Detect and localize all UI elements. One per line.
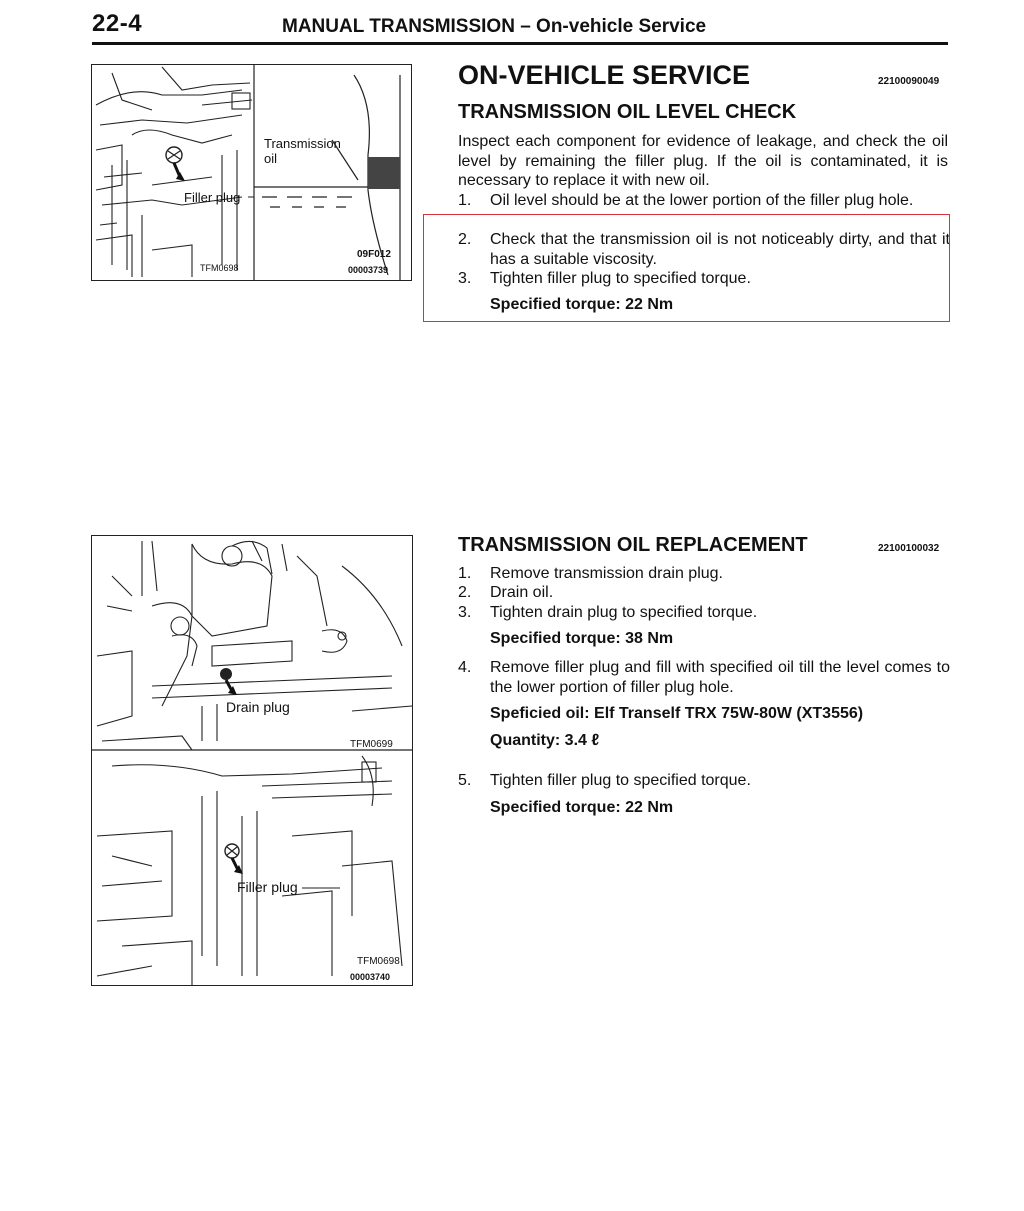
filler-torque-spec: Specified torque: 22 Nm: [490, 799, 674, 816]
step-number: 3.: [458, 604, 472, 621]
section-title: ON-VEHICLE SERVICE: [458, 60, 751, 90]
header-rule: [92, 42, 948, 45]
drain-torque-spec: Specified torque: 38 Nm: [490, 630, 674, 647]
step-number: 4.: [458, 659, 472, 676]
figure-id-code: 00003740: [350, 972, 391, 982]
filler-plug-icon: [225, 844, 243, 874]
oil-level-check-intro: Inspect each component for evidence of leakage, and check the oil level by remaining the filler plug. If the oil is contaminated, it is necessary to replace it with new oil.: [458, 133, 948, 189]
figure-id-code: 00003739: [348, 265, 389, 275]
step-number: 1.: [458, 192, 472, 209]
oil-level-check-title: TRANSMISSION OIL LEVEL CHECK: [458, 101, 797, 123]
transmission-sketch: [96, 67, 252, 277]
oil-replacement-step: [458, 771, 950, 791]
transmission-oil-label-line2: oil: [264, 151, 278, 166]
figure-code-left: TFM0698: [200, 263, 239, 273]
step-number: 3.: [458, 270, 472, 287]
page-number: 22-4: [92, 10, 143, 37]
oil-quantity: Quantity: 3.4 ℓ: [490, 732, 600, 749]
oil-replacement-step: [458, 658, 950, 697]
highlight-box: [423, 214, 950, 322]
step-number: 1.: [458, 565, 472, 582]
step-text: Drain oil.: [490, 584, 554, 601]
drain-area-sketch: [97, 541, 412, 750]
oil-spec: Speficied oil: Elf Tranself TRX 75W-80W (XT3556): [490, 705, 864, 722]
oil-replacement-title: TRANSMISSION OIL REPLACEMENT: [458, 534, 808, 556]
oil-level-step: [458, 191, 950, 211]
step-text: Remove transmission drain plug.: [490, 565, 723, 582]
filler-plug-label: Filler plug: [237, 879, 298, 895]
step-text: Tighten drain plug to specified torque.: [490, 604, 758, 621]
figure-code-right: 09F012: [357, 249, 391, 260]
figure-oil-replacement-illustration: [92, 536, 412, 985]
transmission-oil-label-line1: Transmission: [264, 136, 341, 151]
figure-oil-replacement: [91, 535, 413, 986]
step-text: Check that the transmission oil is not noticeably dirty, and that it has a suitable viscosity.: [490, 231, 950, 268]
figure-oil-level-illustration: [92, 65, 411, 280]
step-text: Remove filler plug and fill with specified oil till the level comes to the lower portion of filler plug hole.: [490, 659, 950, 696]
figure-oil-level-check: [91, 64, 412, 281]
filler-plug-icon: [166, 147, 185, 181]
oil-level-torque-spec: Specified torque: 22 Nm: [490, 296, 674, 313]
filler-plug-label: Filler plug: [184, 190, 241, 205]
section-code: 22100090049: [878, 76, 940, 87]
drain-figure-code: TFM0699: [350, 739, 393, 750]
drain-plug-icon: [220, 668, 237, 695]
oil-replacement-step: [458, 603, 950, 623]
step-text: Tighten filler plug to specified torque.: [490, 270, 751, 287]
step-number: 5.: [458, 772, 472, 789]
step-text: Oil level should be at the lower portion of the filler plug hole.: [490, 192, 914, 209]
filler-figure-code: TFM0698: [357, 956, 400, 967]
step-number: 2.: [458, 231, 472, 248]
drain-plug-label: Drain plug: [226, 699, 290, 715]
oil-plug-hole: [368, 157, 400, 189]
oil-replacement-step: [458, 583, 950, 603]
oil-replacement-step: [458, 564, 950, 584]
page-header-title: MANUAL TRANSMISSION – On-vehicle Service: [282, 16, 707, 37]
step-text: Tighten filler plug to specified torque.: [490, 772, 751, 789]
step-number: 2.: [458, 584, 472, 601]
filler-area-sketch: [97, 756, 402, 985]
oil-replacement-code: 22100100032: [878, 543, 940, 554]
